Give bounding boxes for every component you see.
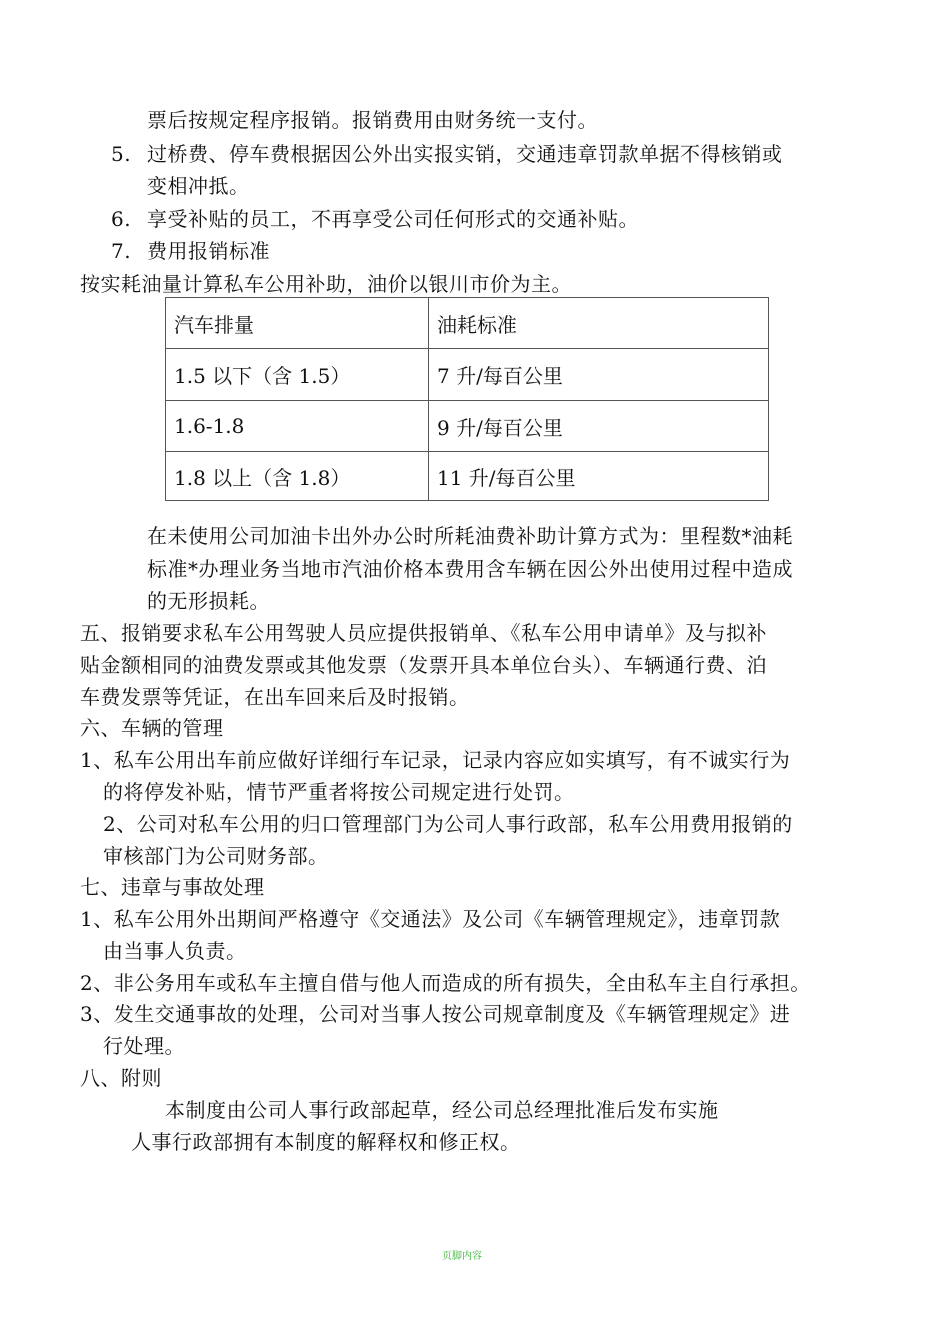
table-row xyxy=(166,452,769,501)
text-line: 标准*办理业务当地市汽油价格本费用含车辆在因公外出使用过程中造成 xyxy=(147,557,793,581)
page-footer: 页脚内容 xyxy=(442,1251,482,1262)
text-line: 2、非公务用车或私车主擅自借与他人而造成的所有损失，全由私车主自行承担。 xyxy=(80,971,811,995)
text-line: 本制度由公司人事行政部起草，经公司总经理批准后发布实施 xyxy=(165,1098,719,1122)
text-line: 1、私车公用出车前应做好详细行车记录，记录内容应如实填写，有不诚实行为 xyxy=(80,748,791,772)
list-number: 5. xyxy=(111,142,132,166)
text-line: 审核部门为公司财务部。 xyxy=(103,844,329,868)
text-line: 变相冲抵。 xyxy=(147,174,250,198)
text-line: 行处理。 xyxy=(103,1034,185,1058)
section-heading: 五、报销要求私车公用驾驶人员应提供报销单、《私车公用申请单》及与拟补 xyxy=(80,621,767,645)
list-item-text: 享受补贴的员工，不再享受公司任何形式的交通补贴。 xyxy=(147,207,639,231)
text-line: 票后按规定程序报销。报销费用由财务统一支付。 xyxy=(147,108,598,132)
table-cell: 1.5 以下（含 1.5） xyxy=(166,349,429,401)
text-line: 在未使用公司加油卡出外办公时所耗油费补助计算方式为：里程数*油耗 xyxy=(147,524,793,548)
section-heading: 七、违章与事故处理 xyxy=(80,875,265,899)
text-line: 人事行政部拥有本制度的解释权和修正权。 xyxy=(131,1130,521,1154)
text-line: 车费发票等凭证，在出车回来后及时报销。 xyxy=(80,685,470,709)
text-line: 按实耗油量计算私车公用补助，油价以银川市价为主。 xyxy=(80,272,572,296)
table-header-row xyxy=(166,298,769,349)
fuel-standard-table xyxy=(165,297,769,501)
list-item-5 xyxy=(111,140,783,168)
list-item-7 xyxy=(111,237,270,265)
list-number: 7. xyxy=(111,239,132,263)
text-line: 1、私车公用外出期间严格遵守《交通法》及公司《车辆管理规定》，违章罚款 xyxy=(80,907,781,931)
table-header-cell: 油耗标准 xyxy=(429,298,769,349)
list-item-text: 费用报销标准 xyxy=(147,239,270,263)
table-row xyxy=(166,401,769,452)
list-item-text: 过桥费、停车费根据因公外出实报实销，交通违章罚款单据不得核销或 xyxy=(147,142,783,166)
section-heading: 六、车辆的管理 xyxy=(80,716,224,740)
table-header-cell: 汽车排量 xyxy=(166,298,429,349)
text-line: 由当事人负责。 xyxy=(103,939,247,963)
section-heading: 八、附则 xyxy=(80,1066,162,1090)
list-item-6 xyxy=(111,205,639,233)
text-line: 3、发生交通事故的处理，公司对当事人按公司规章制度及《车辆管理规定》进 xyxy=(80,1002,791,1026)
table-cell: 1.8 以上（含 1.8） xyxy=(166,452,429,501)
list-number: 6. xyxy=(111,207,132,231)
table-cell: 7 升/每百公里 xyxy=(429,349,769,401)
table-row xyxy=(166,349,769,401)
text-line: 贴金额相同的油费发票或其他发票（发票开具本单位台头）、车辆通行费、泊 xyxy=(80,653,767,677)
text-line: 2、公司对私车公用的归口管理部门为公司人事行政部，私车公用费用报销的 xyxy=(103,812,793,836)
table-cell: 9 升/每百公里 xyxy=(429,401,769,452)
table-cell: 11 升/每百公里 xyxy=(429,452,769,501)
text-line: 的无形损耗。 xyxy=(147,589,270,613)
table-cell: 1.6-1.8 xyxy=(166,401,429,452)
text-line: 的将停发补贴，情节严重者将按公司规定进行处罚。 xyxy=(103,780,575,804)
